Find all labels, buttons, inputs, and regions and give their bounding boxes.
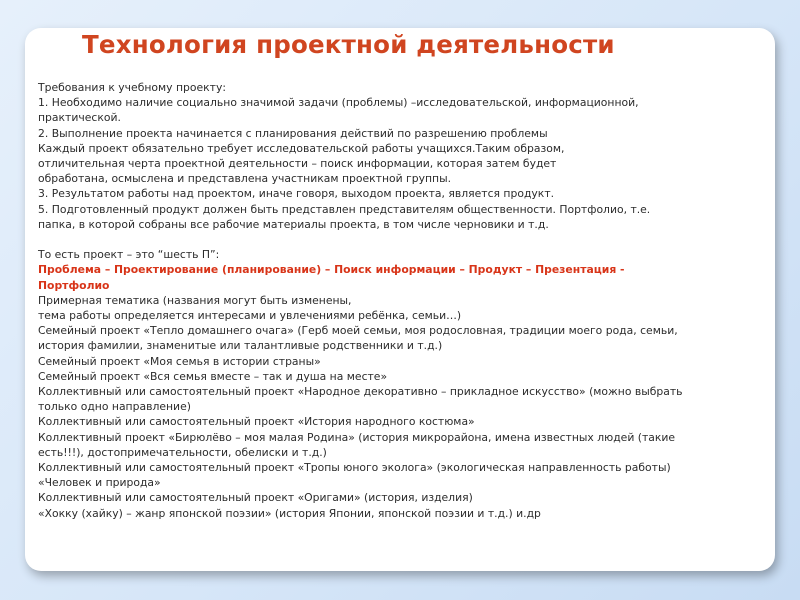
requirement-line: 5. Подготовленный продукт должен быть представлен представителям общественности. Портфолио, т.е. bbox=[38, 202, 651, 216]
spacer bbox=[38, 232, 758, 247]
topic-line: тема работы определяется интересами и увлечениями ребёнка, семьи…) bbox=[38, 309, 462, 323]
topic-line: Коллективный проект «Бирюлёво – моя малая Родина» (история микрорайона, имена известных людей (такие bbox=[38, 430, 676, 444]
topic-line: Коллективный или самостоятельный проект «Народное декоративно – прикладное искусство» (можно выбрать bbox=[38, 385, 683, 399]
topic-line: Семейный проект «Вся семья вместе – так и душа на месте» bbox=[38, 369, 388, 383]
topic-line: Семейный проект «Моя семья в истории страны» bbox=[38, 354, 321, 368]
topic-line: «Человек и природа» bbox=[38, 476, 161, 490]
requirements-heading: Требования к учебному проекту: bbox=[38, 81, 226, 94]
six-p-chain: Портфолио bbox=[38, 278, 110, 292]
requirement-line: практической. bbox=[38, 111, 121, 125]
slide-body bbox=[38, 80, 758, 521]
six-p-intro: То есть проект – это “шесть П”: bbox=[38, 248, 220, 262]
topic-line: Коллективный или самостоятельный проект «Тропы юного эколога» (экологическая направленность работы) bbox=[38, 461, 671, 475]
topic-line: «Хокку (хайку) – жанр японской поэзии» (история Японии, японской поэзии и т.д.) и.др bbox=[38, 506, 541, 520]
topic-line: Коллективный или самостоятельный проект «Оригами» (история, изделия) bbox=[38, 491, 473, 505]
slide-title: Технология проектной деятельности bbox=[82, 30, 615, 59]
requirement-line: Каждый проект обязательно требует исследовательской работы учащихся.Таким образом, bbox=[38, 141, 565, 155]
topic-line: только одно направление) bbox=[38, 400, 191, 414]
requirement-line: 2. Выполнение проекта начинается с планирования действий по разрешению проблемы bbox=[38, 126, 548, 140]
requirement-line: обработана, осмыслена и представлена участникам проектной группы. bbox=[38, 172, 452, 186]
six-p-chain: Проблема – Проектирование (планирование) – Поиск информации – Продукт – Презентация - bbox=[38, 263, 625, 277]
requirement-line: отличительная черта проектной деятельности – поиск информации, которая затем будет bbox=[38, 157, 557, 171]
topic-line: Семейный проект «Тепло домашнего очага» (Герб моей семьи, моя родословная, традиции моего рода, семьи, bbox=[38, 324, 678, 338]
topic-line: Примерная тематика (названия могут быть изменены, bbox=[38, 293, 352, 307]
topic-line: история фамилии, знаменитые или талантливые родственники и т.д.) bbox=[38, 339, 443, 353]
topic-line: Коллективный или самостоятельный проект «История народного костюма» bbox=[38, 415, 475, 429]
requirement-line: 3. Результатом работы над проектом, иначе говоря, выходом проекта, является продукт. bbox=[38, 187, 555, 201]
requirement-line: папка, в которой собраны все рабочие материалы проекта, в том числе черновики и т.д. bbox=[38, 217, 549, 231]
topic-line: есть!!!), достопримечательности, обелиски и т.д.) bbox=[38, 445, 327, 459]
requirement-line: 1. Необходимо наличие социально значимой задачи (проблемы) –исследовательской, информационной, bbox=[38, 96, 639, 110]
